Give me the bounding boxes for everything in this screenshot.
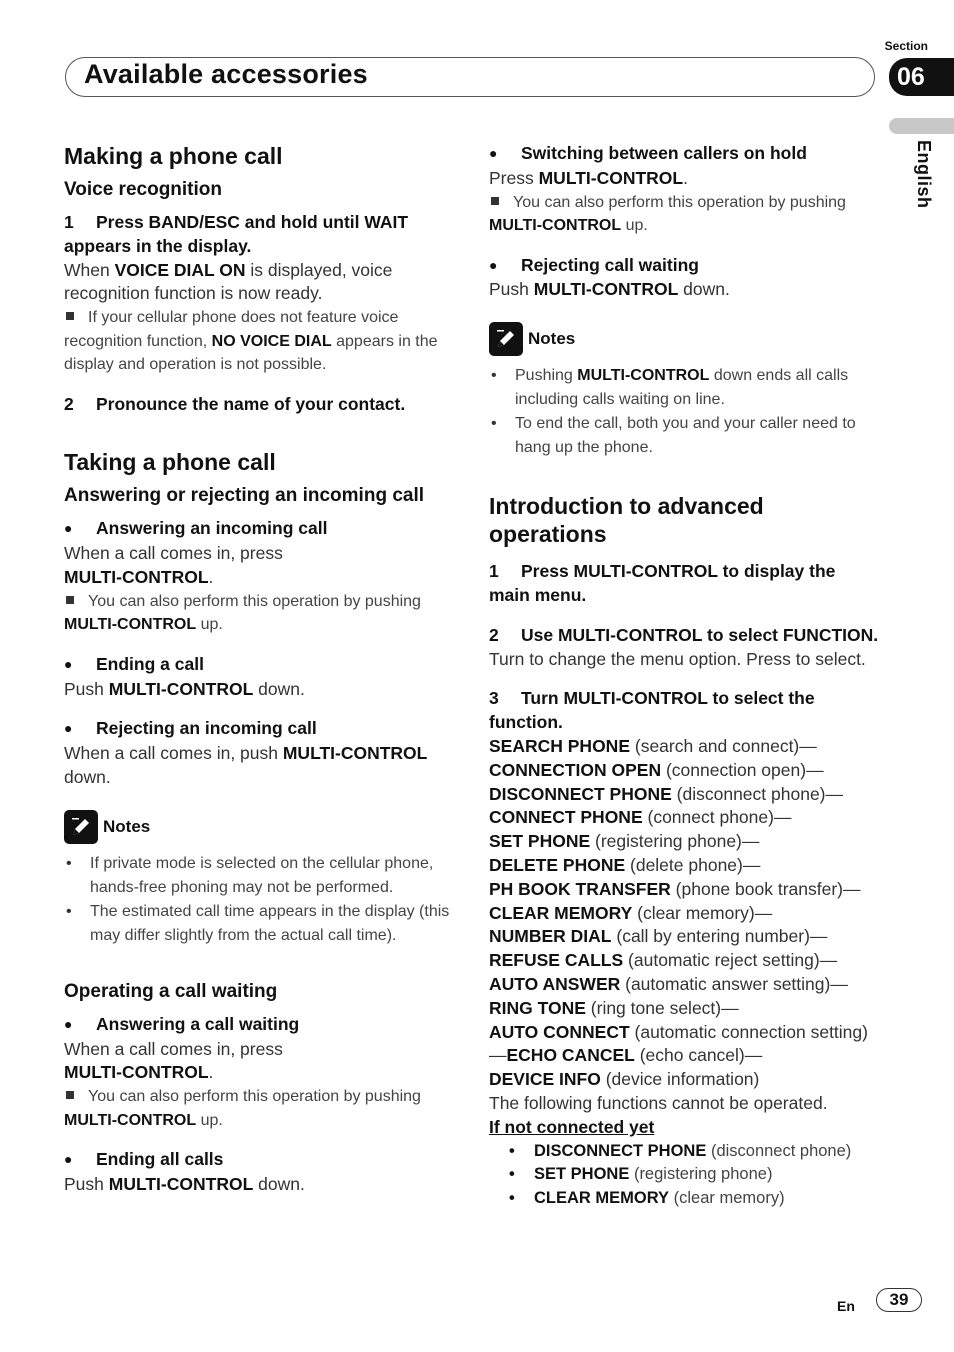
page-title: Available accessories xyxy=(84,59,368,89)
note-item: • To end the call, both you and your caller need to hang up the phone. xyxy=(489,412,879,460)
bullet-answering-waiting: ● Answering a call waiting xyxy=(64,1013,454,1038)
notes-list xyxy=(489,364,879,460)
list-item: • DISCONNECT PHONE (disconnect phone) xyxy=(489,1140,879,1164)
function-item: PH BOOK TRANSFER (phone book transfer)— xyxy=(489,878,861,899)
notes-header xyxy=(64,810,454,844)
notes-header xyxy=(489,322,879,356)
answering-note: You can also perform this operation by pushing MULTI-CONTROL up. xyxy=(64,592,421,634)
step-2-body: Turn to change the menu option. Press to select. xyxy=(489,648,866,669)
step-1: 1 Press BAND/ESC and hold until WAIT appears in the display. xyxy=(64,212,409,256)
square-bullet-icon xyxy=(66,596,74,604)
bullet-rejecting-waiting: ● Rejecting call waiting xyxy=(489,254,879,279)
square-bullet-icon xyxy=(66,312,74,320)
bullet-rejecting: ● Rejecting an incoming call xyxy=(64,717,454,742)
bullet-dot-icon: ● xyxy=(489,256,498,273)
bullet-dot-icon: ● xyxy=(489,145,498,161)
step-3: 3 Turn MULTI-CONTROL to select the function. xyxy=(489,688,815,733)
ending-body: Push MULTI-CONTROL down. xyxy=(64,678,305,699)
heading-call-waiting: Operating a call waiting xyxy=(64,980,278,1002)
section-number-badge: 06 xyxy=(889,58,954,96)
function-item: DELETE PHONE (delete phone)— xyxy=(489,854,761,875)
function-item: SEARCH PHONE (search and connect)— xyxy=(489,735,817,756)
function-item: DEVICE INFO (device information) xyxy=(489,1069,760,1090)
footer-language: En xyxy=(837,1298,855,1314)
list-item: • SET PHONE (registering phone) xyxy=(489,1163,879,1187)
right-column xyxy=(489,142,879,1211)
answering-waiting-body: When a call comes in, press MULTI-CONTROL. xyxy=(64,1038,283,1083)
not-connected-heading: If not connected yet xyxy=(489,1116,655,1137)
bullet-ending: ● Ending a call xyxy=(64,653,454,678)
function-item: CONNECTION OPEN (connection open)— xyxy=(489,759,824,780)
pencil-note-icon xyxy=(64,810,98,844)
heading-advanced-operations: Introduction to advanced operations xyxy=(489,493,764,548)
not-connected-list xyxy=(489,1140,879,1211)
function-item: RING TONE (ring tone select)— xyxy=(489,997,739,1018)
bullet-dot-icon: ● xyxy=(64,655,73,672)
rejecting-body: When a call comes in, push MULTI-CONTROL down. xyxy=(64,743,428,788)
heading-taking-call: Taking a phone call xyxy=(64,449,276,476)
language-tab xyxy=(889,118,954,134)
pencil-note-icon xyxy=(489,322,523,356)
step-1-note: If your cellular phone does not feature voice recognition function, NO VOICE DIAL appears in the display and operation is not possible. xyxy=(64,309,438,374)
heading-answer-reject: Answering or rejecting an incoming call xyxy=(64,485,425,507)
step-2: 2 Use MULTI-CONTROL to select FUNCTION. xyxy=(489,624,879,645)
heading-making-call: Making a phone call xyxy=(64,143,283,169)
note-item: • The estimated call time appears in the display (this may differ slightly from the actual call time). xyxy=(64,900,454,948)
ending-all-body: Push MULTI-CONTROL down. xyxy=(64,1174,305,1195)
function-item: REFUSE CALLS (automatic reject setting)— xyxy=(489,950,838,971)
notes-list xyxy=(64,852,454,948)
left-column xyxy=(64,142,454,1197)
language-label: English xyxy=(914,140,934,209)
note-item: • If private mode is selected on the cellular phone, hands-free phoning may not be performed. xyxy=(64,852,454,900)
page-number: 39 xyxy=(876,1288,922,1312)
bullet-dot-icon: ● xyxy=(64,720,73,737)
notes-title: Notes xyxy=(103,816,151,836)
function-item: AUTO ANSWER (automatic answer setting)— xyxy=(489,973,848,994)
bullet-answering: ● Answering an incoming call xyxy=(64,517,454,542)
section-label: Section xyxy=(884,39,928,53)
function-item: DISCONNECT PHONE (disconnect phone)— xyxy=(489,783,844,804)
switching-note: You can also perform this operation by pushing MULTI-CONTROL up. xyxy=(489,193,846,235)
heading-voice-recognition: Voice recognition xyxy=(64,179,223,200)
answering-body: When a call comes in, press MULTI-CONTROL. xyxy=(64,543,283,588)
notes-title: Notes xyxy=(528,329,576,349)
note-item: • Pushing MULTI-CONTROL down ends all calls including calls waiting on line. xyxy=(489,364,879,412)
square-bullet-icon xyxy=(66,1091,74,1099)
function-item: NUMBER DIAL (call by entering number)— xyxy=(489,926,828,947)
bullet-switching: ● Switching between callers on hold xyxy=(489,142,879,167)
function-item: SET PHONE (registering phone)— xyxy=(489,831,760,852)
cannot-operate-text: The following functions cannot be operated. xyxy=(489,1092,828,1113)
bullet-dot-icon: ● xyxy=(64,1151,73,1168)
answering-waiting-note: You can also perform this operation by pushing MULTI-CONTROL up. xyxy=(64,1088,421,1129)
function-item: AUTO CONNECT (automatic connection setting)—ECHO CANCEL (echo cancel)— xyxy=(489,1021,868,1066)
step-1: 1 Press MULTI-CONTROL to display the main menu. xyxy=(489,561,836,605)
step-2: 2 Pronounce the name of your contact. xyxy=(64,393,406,414)
bullet-dot-icon: ● xyxy=(64,520,73,537)
switching-body: Press MULTI-CONTROL. xyxy=(489,167,688,188)
function-item: CLEAR MEMORY (clear memory)— xyxy=(489,902,773,923)
bullet-ending-all: ● Ending all calls xyxy=(64,1148,454,1173)
list-item: • CLEAR MEMORY (clear memory) xyxy=(489,1187,879,1211)
rejecting-waiting-body: Push MULTI-CONTROL down. xyxy=(489,279,730,300)
square-bullet-icon xyxy=(491,197,499,205)
function-list xyxy=(489,735,879,1092)
function-item: CONNECT PHONE (connect phone)— xyxy=(489,807,792,828)
step-1-body: When VOICE DIAL ON is displayed, voice recognition function is now ready. xyxy=(64,259,393,304)
bullet-dot-icon: ● xyxy=(64,1015,73,1032)
